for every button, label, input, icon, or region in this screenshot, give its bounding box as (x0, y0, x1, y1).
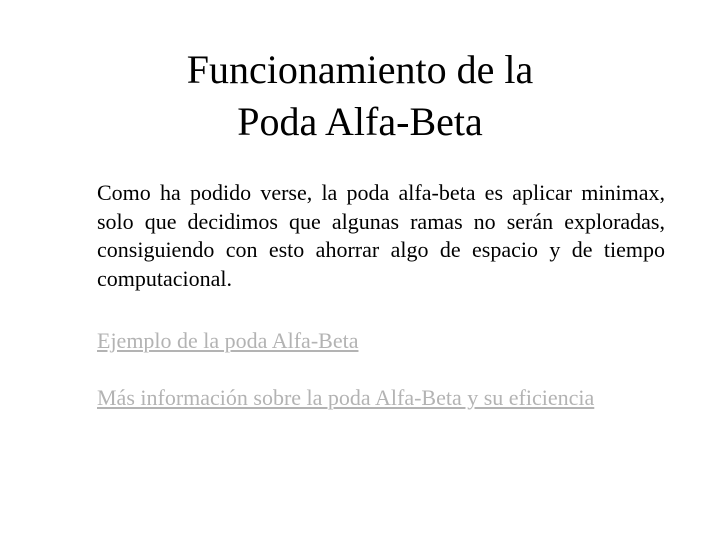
example-alpha-beta-link[interactable]: Ejemplo de la poda Alfa-Beta (97, 328, 359, 353)
more-info-alpha-beta-link[interactable]: Más información sobre la poda Alfa-Beta y su eficiencia (97, 385, 595, 410)
slide-title-line-1: Funcionamiento de la (186, 47, 534, 92)
slide-title-line-2: Poda Alfa-Beta (237, 99, 483, 144)
slide-title (0, 44, 720, 148)
slide-body-text: Como ha podido verse, la poda alfa-beta es aplicar minimax, solo que decidimos que algunas ramas no serán exploradas, consiguiendo con esto ahorrar algo de espacio y de tiempo computacional. (97, 180, 665, 291)
